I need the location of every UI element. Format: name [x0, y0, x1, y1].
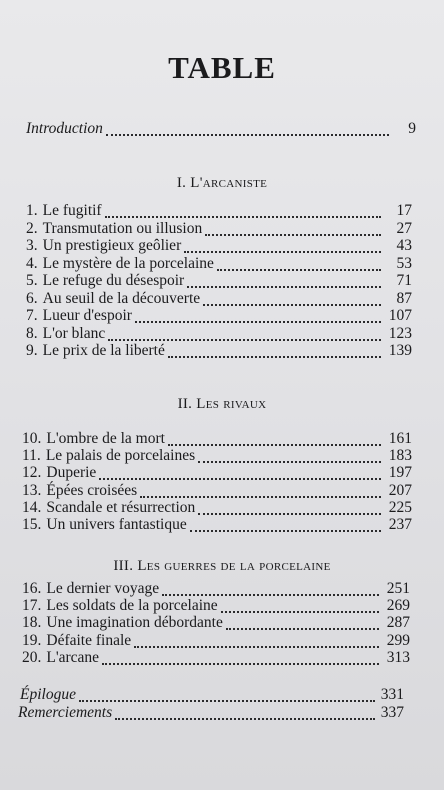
dot-leader — [187, 270, 381, 288]
chapter-title: Un univers fantastique — [46, 516, 187, 533]
toc-page-number: 17 — [396, 202, 412, 219]
toc-page-number: 337 — [380, 704, 404, 721]
chapter-number: 20. — [22, 648, 42, 666]
chapter-title: L'or blanc — [42, 324, 106, 342]
dot-leader — [162, 578, 379, 596]
chapter-title: Lueur d'espoir — [42, 307, 132, 324]
chapter-number: 8. — [26, 324, 38, 342]
dot-leader — [226, 612, 379, 630]
chapter-number: 4. — [26, 254, 38, 272]
toc-entry-introduction — [26, 120, 416, 138]
dot-leader — [134, 630, 379, 648]
part-heading — [0, 396, 444, 413]
toc-page-number: 139 — [388, 342, 412, 359]
part-heading — [0, 175, 444, 192]
chapter-number: 3. — [26, 237, 38, 254]
toc-page-number: 331 — [380, 686, 404, 703]
dot-leader — [135, 305, 381, 323]
chapter-title: Les soldats de la porcelaine — [46, 597, 218, 615]
toc-entry-label: Introduction — [26, 120, 103, 137]
chapter-title: Un prestigieux geôlier — [42, 237, 182, 254]
chapter-title: Le mystère de la porcelaine — [42, 254, 214, 272]
chapter-title: Le palais de porcelaines — [45, 447, 196, 465]
toc-page-number: 313 — [386, 648, 410, 666]
toc-page-number: 87 — [396, 289, 412, 307]
toc-chapter-entry — [22, 649, 410, 667]
part-title: L'arcaniste — [190, 175, 268, 191]
dot-leader — [79, 684, 375, 702]
dot-leader — [198, 445, 381, 463]
dot-leader — [140, 480, 381, 498]
toc-page-number: 299 — [386, 631, 410, 649]
dot-leader — [99, 462, 381, 480]
dot-leader — [106, 118, 389, 136]
toc-entry-label: Remerciements — [18, 704, 113, 721]
chapter-title: L'arcane — [46, 648, 100, 666]
chapter-title: Duperie — [46, 464, 97, 482]
chapter-number: 18. — [22, 614, 42, 632]
chapter-number: 16. — [22, 580, 42, 597]
chapter-number: 6. — [26, 289, 38, 307]
chapter-number: 2. — [26, 219, 38, 237]
dot-leader — [205, 218, 381, 236]
page-title: TABLE — [168, 50, 276, 85]
toc-chapter-entry — [22, 516, 412, 534]
toc-entry-label: Épilogue — [20, 686, 76, 703]
dot-leader — [198, 497, 381, 515]
dot-leader — [184, 235, 381, 253]
toc-page-number: 107 — [388, 307, 412, 324]
chapter-title: Le fugitif — [42, 202, 102, 219]
toc-page-number: 71 — [396, 272, 412, 289]
toc-page-number: 183 — [388, 447, 412, 465]
dot-leader — [102, 647, 379, 665]
toc-page-number: 27 — [396, 219, 412, 237]
chapter-title: Une imagination débordante — [46, 614, 223, 632]
chapter-number: 10. — [22, 430, 42, 447]
dot-leader — [115, 702, 375, 720]
toc-page-number: 237 — [388, 516, 412, 533]
toc-page-number: 269 — [386, 597, 410, 615]
toc-entry-remerciements — [18, 704, 404, 722]
toc-page-number: 43 — [396, 237, 412, 254]
part-numeral: II. — [177, 396, 193, 412]
toc-page-number: 225 — [388, 498, 412, 516]
chapter-title: Transmutation ou illusion — [42, 219, 203, 237]
chapter-number: 15. — [22, 516, 42, 533]
dot-leader — [203, 288, 381, 306]
chapter-number: 9. — [26, 342, 38, 359]
chapter-number: 17. — [22, 597, 42, 615]
chapter-title: Épées croisées — [46, 481, 138, 499]
part-title: Les rivaux — [196, 396, 267, 412]
chapter-number: 5. — [26, 272, 38, 289]
toc-page-number: 123 — [388, 324, 412, 342]
dot-leader — [108, 323, 381, 341]
toc-page-number: 197 — [388, 464, 412, 482]
chapter-number: 14. — [22, 498, 42, 516]
chapter-title: L'ombre de la mort — [46, 430, 165, 447]
chapter-number: 11. — [22, 447, 41, 465]
chapter-title: Le refuge du désespoir — [42, 272, 185, 289]
part-title: Les guerres de la porcelaine — [137, 558, 331, 574]
toc-page-number: 251 — [386, 580, 410, 597]
dot-leader — [217, 253, 381, 271]
chapter-title: Scandale et résurrection — [46, 498, 196, 516]
dot-leader — [168, 340, 381, 358]
part-numeral: III. — [113, 558, 134, 574]
toc-page-number: 161 — [388, 430, 412, 447]
chapter-title: Le prix de la liberté — [42, 342, 165, 359]
toc-page-number: 207 — [388, 481, 412, 499]
chapter-number: 19. — [22, 631, 42, 649]
chapter-number: 13. — [22, 481, 42, 499]
toc-page-number: 287 — [386, 614, 410, 632]
chapter-title: Défaite finale — [46, 631, 132, 649]
part-heading — [0, 558, 444, 575]
chapter-title: Le dernier voyage — [46, 580, 160, 597]
part-numeral: I. — [176, 175, 187, 191]
toc-page-number: 53 — [396, 254, 412, 272]
dot-leader — [168, 428, 381, 446]
chapter-number: 1. — [26, 202, 38, 219]
chapter-number: 7. — [26, 307, 38, 324]
chapter-number: 12. — [22, 464, 42, 482]
dot-leader — [190, 514, 381, 532]
dot-leader — [221, 595, 379, 613]
dot-leader — [105, 200, 381, 218]
toc-page-number: 9 — [408, 120, 416, 137]
toc-chapter-entry — [26, 342, 412, 360]
chapter-title: Au seuil de la découverte — [42, 289, 201, 307]
